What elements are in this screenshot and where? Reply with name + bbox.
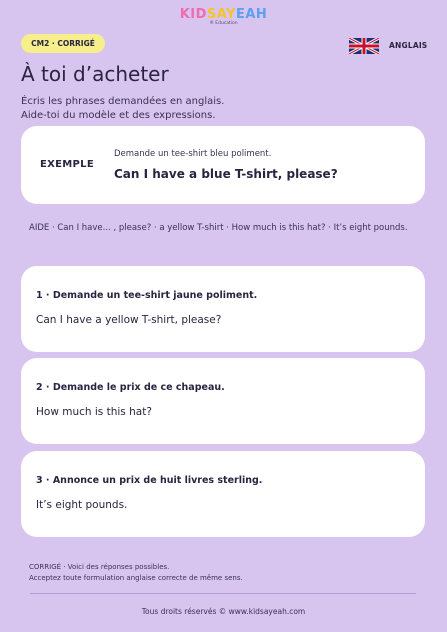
teacher-note — [29, 562, 243, 584]
question-card-1 — [21, 266, 425, 352]
logo-part-3: EAH — [235, 7, 268, 22]
language-label: ANGLAIS — [389, 41, 428, 50]
logo-part-1: KID — [179, 7, 207, 22]
example-label: EXEMPLE — [40, 159, 94, 170]
instruction-line-2: Aide-toi du modèle et des expressions. — [21, 110, 216, 121]
question-card-2 — [21, 358, 425, 444]
divider — [30, 593, 416, 594]
logo-wordmark — [0, 8, 447, 21]
example-prompt: Demande un tee-shirt bleu poliment. — [114, 149, 272, 159]
question-answer: How much is this hat? — [36, 406, 152, 418]
question-card-3 — [21, 451, 425, 537]
question-answer: Can I have a yellow T-shirt, please? — [36, 314, 222, 326]
logo-part-2: SAY — [206, 7, 236, 22]
help-box: AIDE · Can I have... , please? · a yellow T-shirt · How much is this hat? · It’s eight pounds. — [29, 223, 408, 233]
note-line-1: CORRIGÉ · Voici des réponses possibles. — [29, 563, 170, 571]
logo-subtitle: ® Education — [209, 21, 238, 26]
level-badge: CM2 · CORRIGÉ — [21, 34, 105, 53]
example-answer: Can I have a blue T-shirt, please? — [114, 167, 338, 181]
question-prompt: 3 · Annonce un prix de huit livres sterling. — [36, 475, 263, 486]
note-line-2: Acceptez toute formulation anglaise correcte de même sens. — [29, 574, 243, 582]
question-prompt: 2 · Demande le prix de ce chapeau. — [36, 382, 225, 393]
uk-flag-icon — [349, 38, 379, 54]
instruction-line-1: Écris les phrases demandées en anglais. — [21, 96, 225, 107]
question-answer: It’s eight pounds. — [36, 499, 128, 511]
footer-copyright: Tous droits réservés © www.kidsayeah.com — [141, 607, 306, 616]
example-card — [21, 126, 425, 204]
question-prompt: 1 · Demande un tee-shirt jaune poliment. — [36, 290, 258, 301]
instructions — [21, 95, 224, 123]
page-title: À toi d’acheter — [21, 62, 169, 86]
brand-logo — [0, 8, 447, 27]
